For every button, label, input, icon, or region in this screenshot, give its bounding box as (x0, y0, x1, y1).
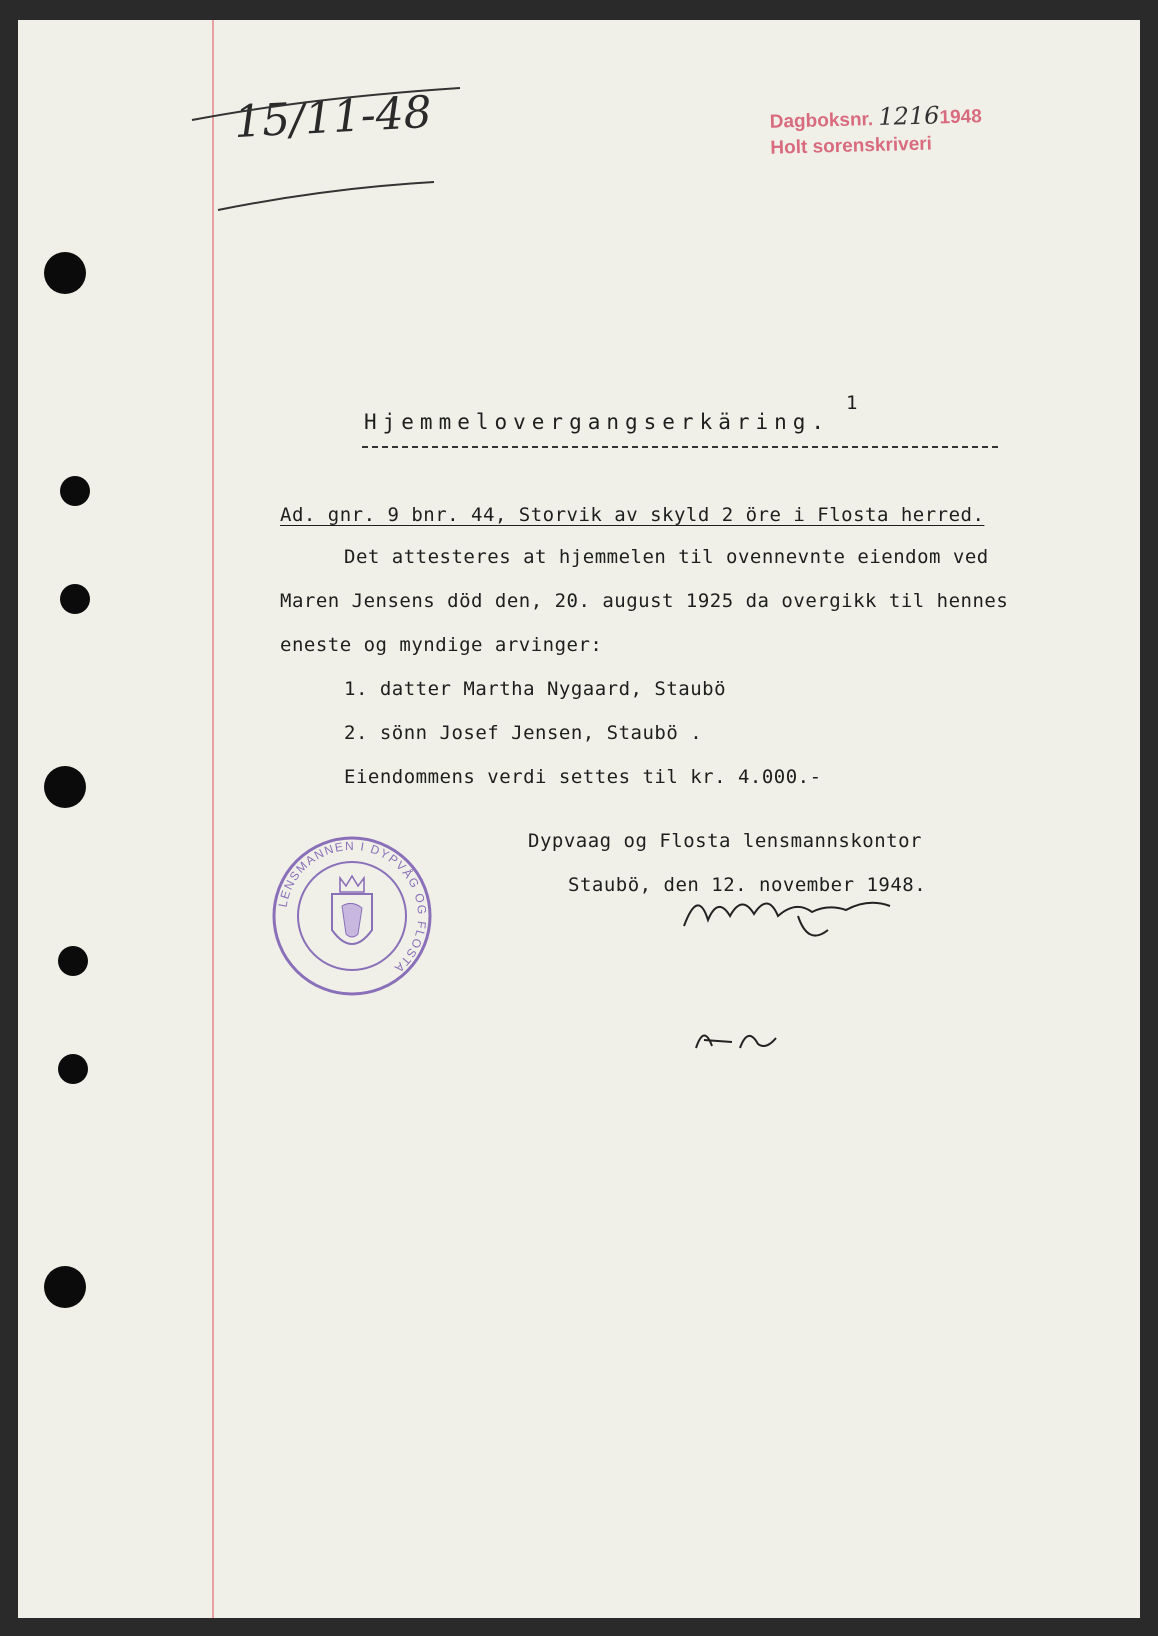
valuation-line: Eiendommens verdi settes til kr. 4.000.- (344, 766, 822, 788)
heir-item: 1. datter Martha Nygaard, Staubö (344, 678, 727, 700)
registry-year: 1948 (939, 106, 983, 129)
issuer-office: Dypvaag og Flosta lensmannskontor (528, 830, 922, 852)
binder-hole (58, 946, 88, 976)
page-number: 1 (846, 392, 858, 414)
title-underline (362, 446, 998, 448)
body-line-3: eneste og myndige arvinger: (280, 634, 603, 656)
body-line-2: Maren Jensens död den, 20. august 1925 da overgikk til hennes (280, 590, 1009, 612)
registry-stamp-office: Holt sorenskriveri (770, 133, 933, 159)
body-line-1: Det attesteres at hjemmelen til ovennevnte eiendom ved (344, 546, 989, 568)
heir-item: 2. sönn Josef Jensen, Staubö . (344, 722, 703, 744)
binder-hole (44, 252, 86, 294)
binder-hole (44, 1266, 86, 1308)
document-page (18, 20, 1140, 1618)
property-line: Ad. gnr. 9 bnr. 44, Storvik av skyld 2 öre i Flosta herred. (280, 504, 985, 526)
seal-text: LENSMANNEN I DYPVÅG OG FLOSTA (275, 838, 430, 977)
registry-stamp-prefix: Dagboksnr. (769, 109, 874, 133)
registry-number: 1216 (878, 101, 940, 131)
binder-hole (44, 766, 86, 808)
handwritten-date-strokes (188, 58, 478, 228)
binder-hole (60, 584, 90, 614)
document-title: Hjemmelovergangserkäring. (364, 410, 831, 434)
binder-hole (58, 1054, 88, 1084)
binder-hole (60, 476, 90, 506)
handwritten-date: 15/11-48 (232, 86, 433, 149)
margin-rule (212, 20, 214, 1618)
issuer-place-date: Staubö, den 12. november 1948. (568, 874, 927, 896)
registry-stamp (769, 101, 982, 162)
official-seal (270, 834, 434, 998)
